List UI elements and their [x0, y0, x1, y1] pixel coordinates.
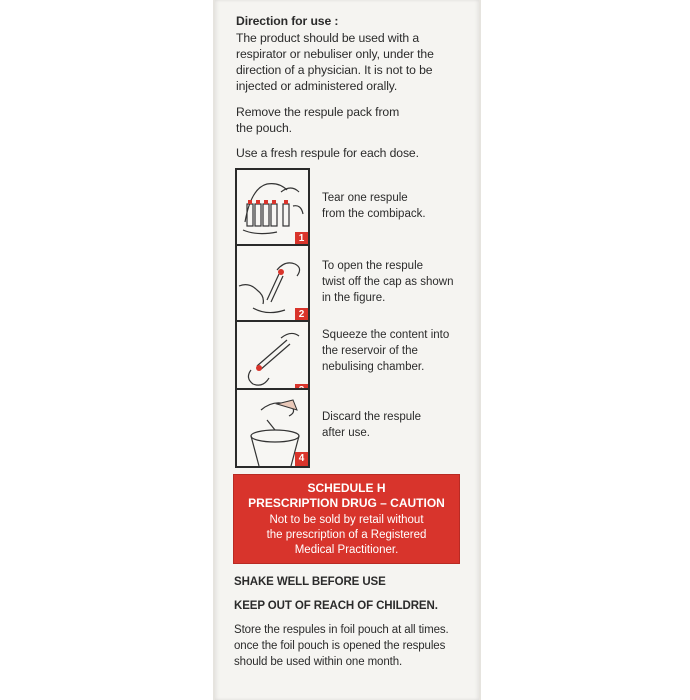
step-3-line: the reservoir of the [322, 345, 418, 357]
keep-out-warning: KEEP OUT OF REACH OF CHILDREN. [234, 600, 438, 612]
step-text-2 [322, 258, 453, 306]
step-number-2: 2 [295, 308, 308, 322]
step-2-line: twist off the cap as shown [322, 276, 454, 288]
direction-line: respirator or nebuliser only, under the [236, 47, 434, 61]
step-4-line: after use. [322, 427, 370, 439]
direction-line: direction of a physician. It is not to be [236, 63, 433, 77]
storage-line: once the foil pouch is opened the respules [234, 640, 446, 652]
step-text-1 [322, 190, 426, 222]
caution-title-schedule: SCHEDULE H [307, 481, 386, 495]
remove-line: the pouch. [236, 121, 292, 135]
direction-line: The product should be used with a [236, 31, 420, 45]
step-number-4: 4 [295, 452, 308, 466]
direction-line: injected or administered orally. [236, 79, 398, 93]
step-number-1: 1 [295, 232, 308, 246]
step-2-line: in the figure. [322, 292, 386, 304]
caution-title-prescription: PRESCRIPTION DRUG – CAUTION [248, 496, 445, 510]
caution-line: Not to be sold by retail without [269, 514, 424, 526]
step-illustration-4 [235, 388, 310, 468]
step-3-line: Squeeze the content into [322, 329, 450, 341]
fresh-respule-line: Use a fresh respule for each dose. [236, 146, 419, 160]
storage-line: Store the respules in foil pouch at all times. [234, 624, 449, 636]
shake-well-warning: SHAKE WELL BEFORE USE [234, 576, 386, 588]
step-1-line: from the combipack. [322, 208, 426, 220]
step-text-4 [322, 409, 421, 441]
caution-line: Medical Practitioner. [294, 544, 399, 556]
schedule-h-caution-box [233, 474, 460, 564]
step-4-line: Discard the respule [322, 411, 422, 423]
caution-line: the prescription of a Registered [266, 529, 427, 541]
step-2-line: To open the respule [322, 260, 424, 272]
step-illustration-1 [235, 168, 310, 248]
remove-line: Remove the respule pack from [236, 105, 400, 119]
step-text-3 [322, 327, 449, 375]
panel-edge-right [479, 0, 481, 700]
storage-line: should be used within one month. [234, 656, 403, 668]
direction-heading: Direction for use : [236, 14, 339, 28]
step-1-line: Tear one respule [322, 192, 408, 204]
step-illustration-2 [235, 244, 310, 324]
step-3-line: nebulising chamber. [322, 361, 425, 373]
caution-body [234, 513, 459, 558]
